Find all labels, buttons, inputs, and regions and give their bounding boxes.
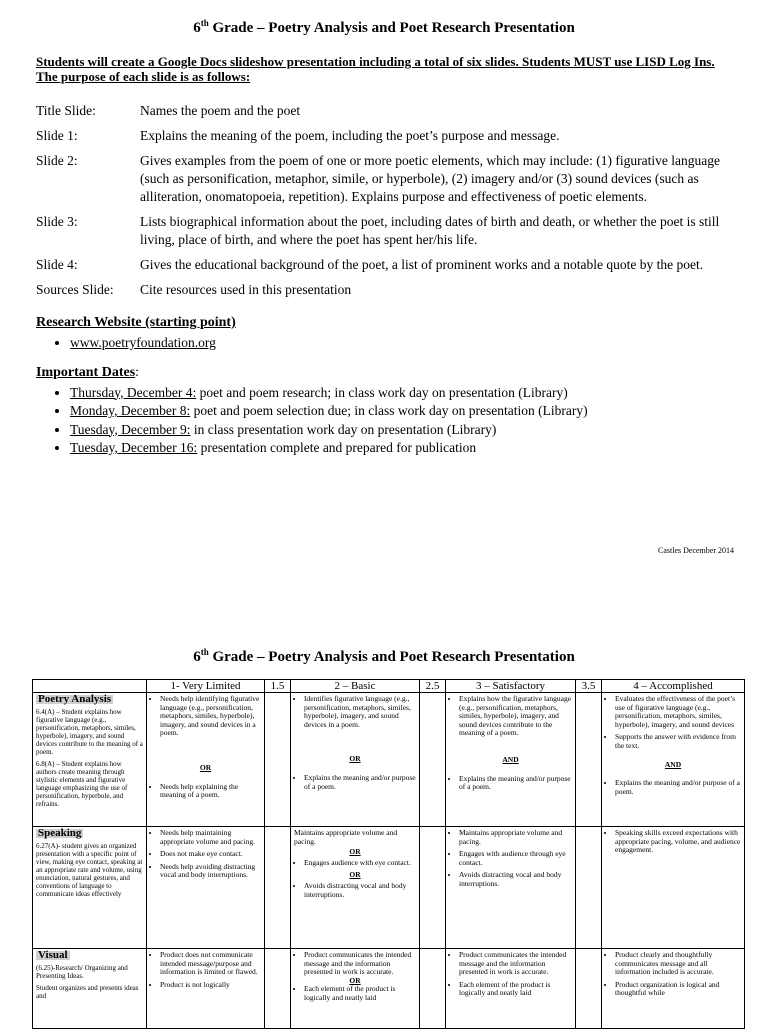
rubric-header-row <box>33 680 745 693</box>
rubric-row-poetry-analysis <box>33 693 745 827</box>
rubric-header: 1.5 <box>265 680 291 693</box>
rubric-cell: • Identifies figurative language (e.g., personification, metaphors, similes, hyperbole), imagery, and sound devices in a poem. OR • Explains the meaning and/or purpose of a poem. <box>291 693 420 827</box>
rubric-header: 4 – Accomplished <box>602 680 745 693</box>
rubric-cell: • Explains how the figurative language (e.g., personification, metaphors, similes, hyperbole), imagery, and sound devices contribute to the meaning of a poem. AND • Explains the meaning and/or purpose of a poem. <box>446 693 576 827</box>
research-heading: Research Website (starting point) <box>36 315 236 330</box>
rubric-cell: • Speaking skills exceed expectations with appropriate pacing, volume, and audience engagement. <box>602 827 745 949</box>
date-item: • Thursday, December 4: poet and poem research; in class work day on presentation (Library) <box>70 384 736 403</box>
rubric-table <box>32 679 745 1029</box>
rubric-cell: • Needs help maintaining appropriate volume and pacing. • Does not make eye contact. • Needs help avoiding distracting vocal and body interruptions. <box>147 827 265 949</box>
slide-row: Slide 4: Gives the educational background of the poet, a list of prominent works and a notable quote by the poet. <box>36 257 704 272</box>
rubric-cell: • Product communicates the intended message and the information presented in work is accurate. • Each element of the product is logically and neatly laid <box>446 949 576 1029</box>
research-link[interactable]: www.poetryfoundation.org <box>70 335 216 350</box>
rubric-row-speaking <box>33 827 745 949</box>
page-title: 6th Grade – Poetry Analysis and Poet Research Presentation <box>193 18 575 36</box>
dates-heading: Important Dates <box>36 364 136 380</box>
category-cell: Poetry Analysis 6.4(A) – Student explains how figurative language (e.g., personification, metaphors, similes, hyperbole), imagery, and sound devices contribute to the meaning of a poem. 6.8(A) – Student explains how authors create meaning through stylistic elements and figurative language emphasizing the use of personification, hyperbole, and refrains. <box>33 693 147 827</box>
rubric-cell: • Maintains appropriate volume and pacing. • Engages with audience through eye contact. • Avoids distracting vocal and body interruptions. <box>446 827 576 949</box>
rubric-cell: • Product communicates the intended message and the information presented in work is accurate. OR • Each element of the product is logically and neatly laid <box>291 949 420 1029</box>
slide-row: Slide 2: Gives examples from the poem of one or more poetic elements, which may include: (1) figurative language (such as personification, metaphor, simile, or hyperbole), (2) imagery and/or (3) sound devices (such as alliteration, onomatopoeia, repetition). Explains purpose and effectiveness of poetic elements. <box>36 153 720 204</box>
date-item: • Tuesday, December 16: presentation complete and prepared for publication <box>70 439 736 458</box>
rubric-cell: • Needs help identifying figurative language (e.g., personification, metaphors, similes, hyperbole), imagery, and sound devices in a poem. OR • Needs help explaining the meaning of a poem. <box>147 693 265 827</box>
author-credit: Castles December 2014 <box>658 546 734 555</box>
assignment-intro: Students will create a Google Docs slideshow presentation including a total of six slides. Students MUST use LISD Log Ins. The purpose of each slide is as follows: <box>36 54 715 84</box>
rubric-header: 1- Very Limited <box>147 680 265 693</box>
research-section <box>36 313 736 353</box>
slide-row: Sources Slide: Cite resources used in this presentation <box>36 282 352 297</box>
category-cell: Visual (6.25)-Research/ Organizing and Presenting Ideas. Student organizes and presents ideas and <box>33 949 147 1029</box>
rubric-header <box>33 680 147 693</box>
slide-row: Slide 3: Lists biographical information about the poet, including dates of birth and death, or whether the poet is still living, place of birth, and where the poet has spent her/his life. <box>36 214 720 247</box>
rubric-title: 6th Grade – Poetry Analysis and Poet Research Presentation <box>193 647 575 665</box>
date-item: • Monday, December 8: poet and poem selection due; in class work day on presentation (Library) <box>70 402 736 421</box>
rubric-row-visual <box>33 949 745 1029</box>
rubric-cell: • Product does not communicate intended message/purpose and information is limited or flawed. • Product is not logically <box>147 949 265 1029</box>
rubric-header: 3 – Satisfactory <box>446 680 576 693</box>
date-item: • Tuesday, December 9: in class presentation work day on presentation (Library) <box>70 421 736 440</box>
slide-row: Title Slide: Names the poem and the poet <box>36 103 301 118</box>
category-cell: Speaking 6.27(A)- student gives an organized presentation with a specific point of view, making eye contact, speaking at an appropriate rate and volume, using enunciation, natural gestures, and conventions of language to communicate ideas effectively <box>33 827 147 949</box>
rubric-header: 2 – Basic <box>291 680 420 693</box>
rubric-cell: Maintains appropriate volume and pacing. OR • Engages audience with eye contact. OR • Avoids distracting vocal and body interruptions. <box>291 827 420 949</box>
slide-list <box>36 102 736 458</box>
dates-section: Important Dates: • Thursday, December 4: poet and poem research; in class work day on presentation (Library) • Monday, December 8: poet and poem selection due; in class work day on presentation (Library) • Tuesday, December 9: in class presentation work day on presentation (Library) • Tuesday, December 16: presentation complete and prepared for publication <box>36 363 736 458</box>
rubric-cell: • Product clearly and thoughtfully communicates message and all information included is accurate. • Product organization is logical and thoughtful while <box>602 949 745 1029</box>
rubric-cell: • Evaluates the effectiveness of the poet’s use of figurative language (e.g., personification, metaphors, similes, hyperbole), imagery, and sound devices • Supports the answer with evidence from the text. AND • Explains the meaning and/or purpose of a poem. <box>602 693 745 827</box>
rubric-header: 3.5 <box>576 680 602 693</box>
rubric-header: 2.5 <box>420 680 446 693</box>
slide-row: Slide 1: Explains the meaning of the poem, including the poet’s purpose and message. <box>36 128 560 143</box>
